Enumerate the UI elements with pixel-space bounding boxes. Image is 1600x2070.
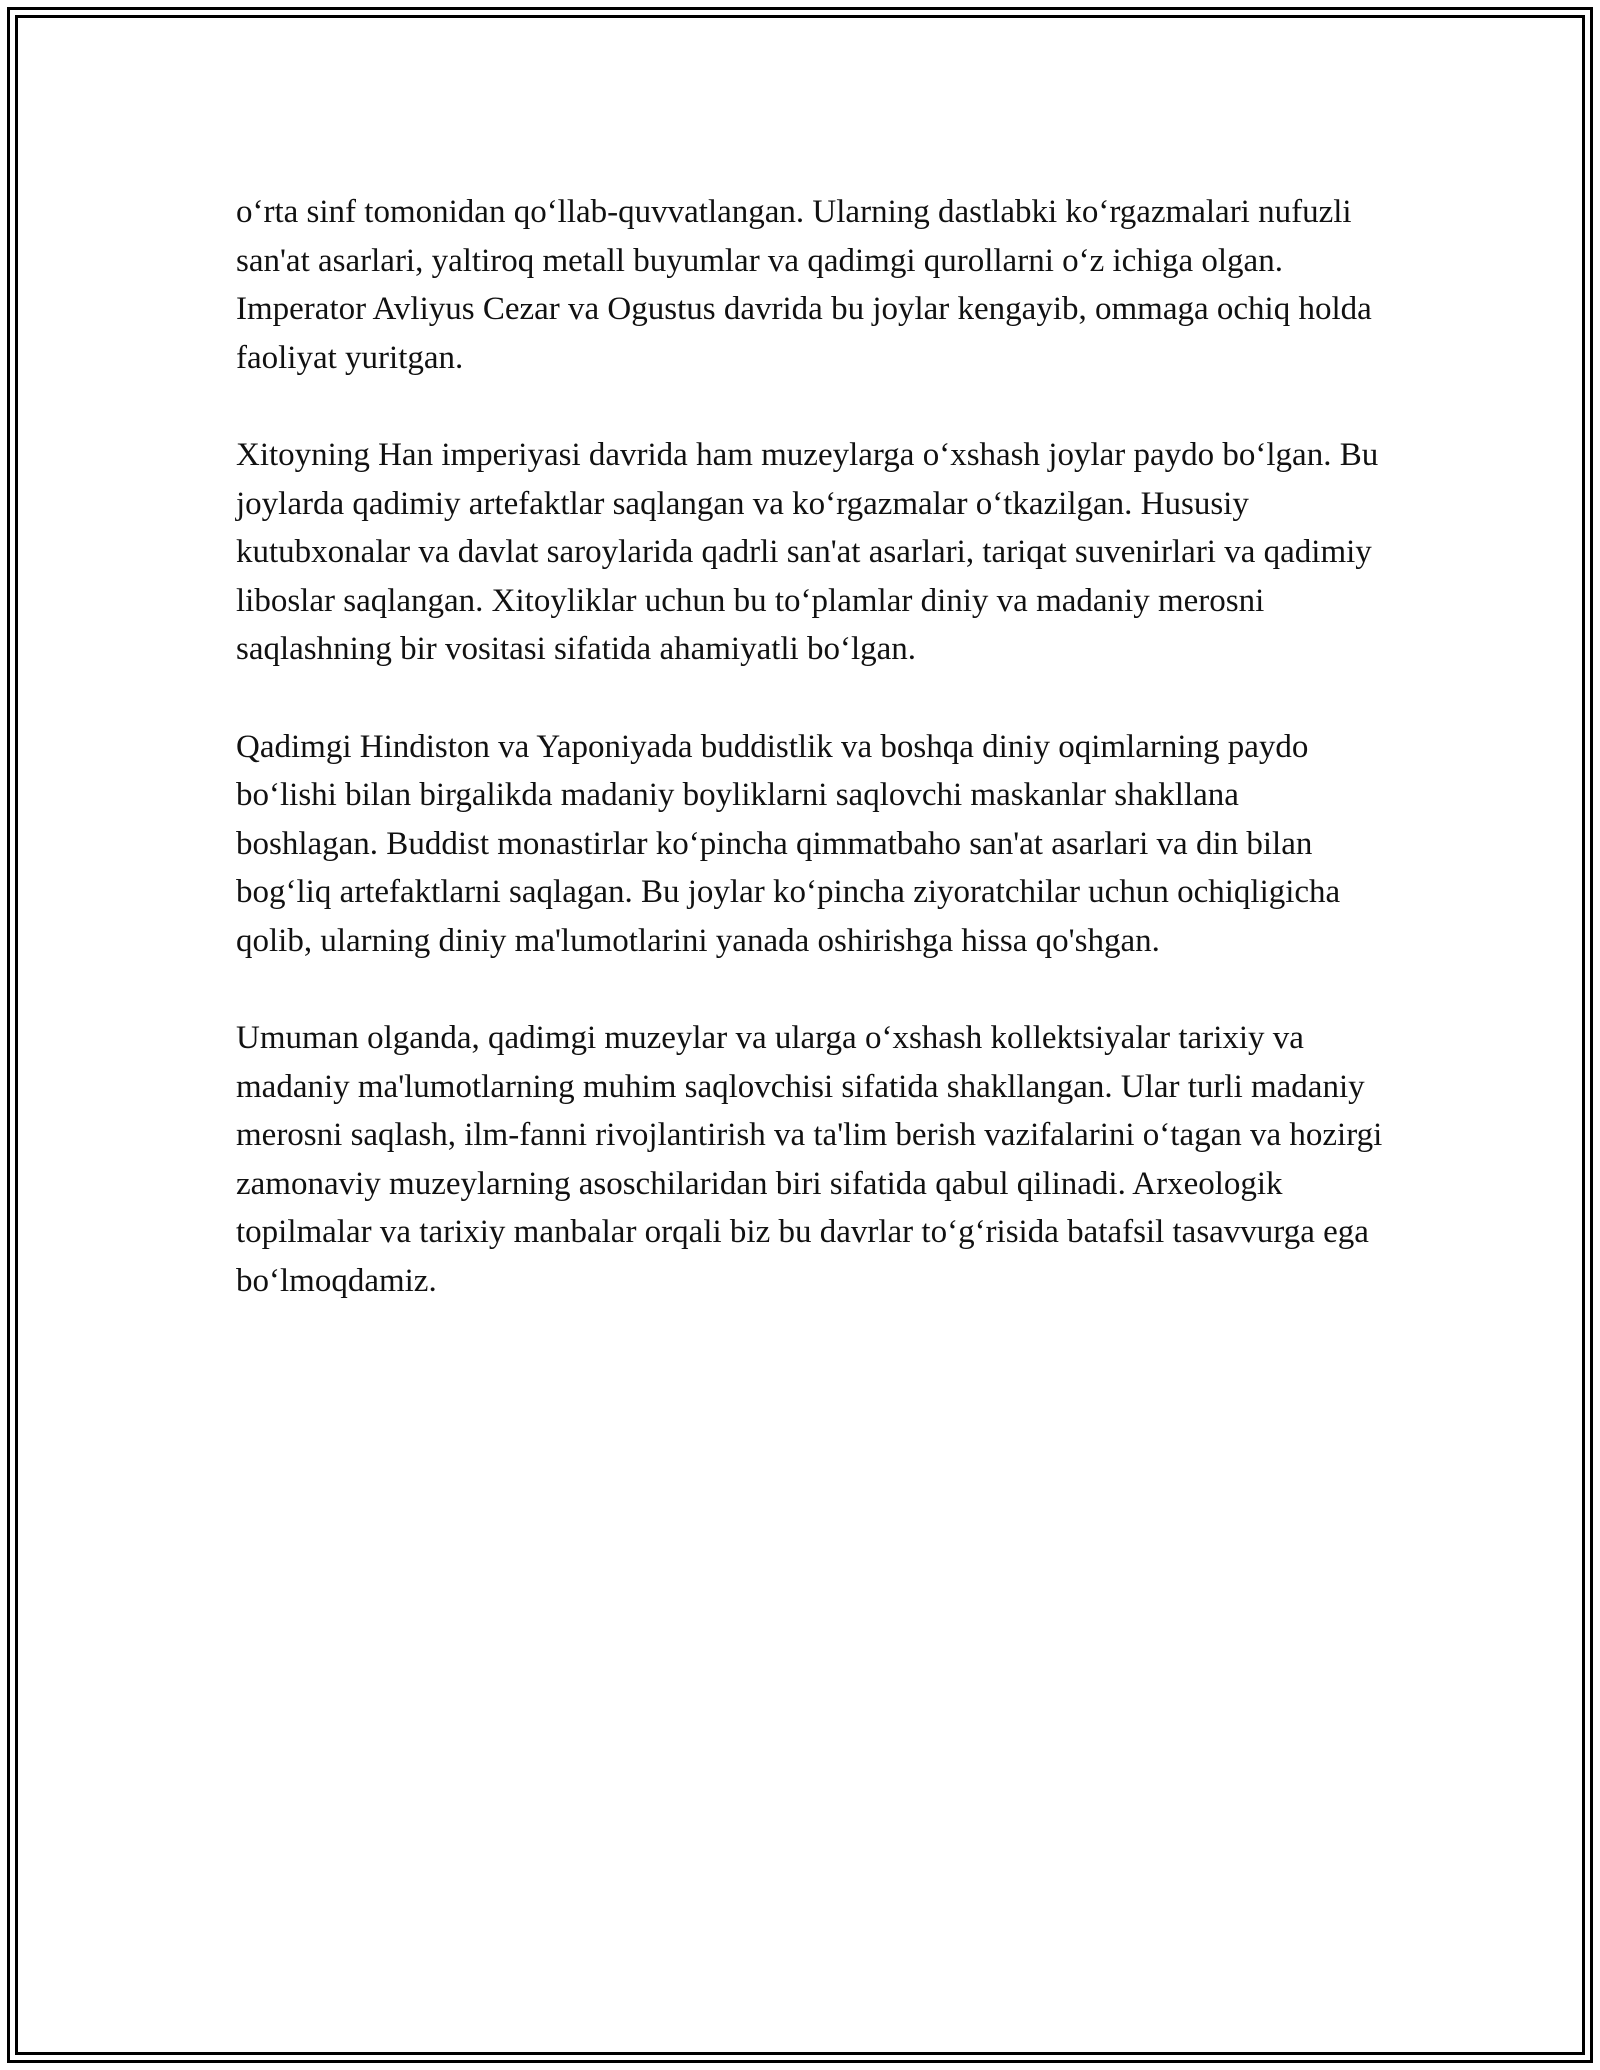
paragraph-1: o‘rta sinf tomonidan qo‘llab-quvvatlangan. Ularning dastlabki ko‘rgazmalari nufuzli san'at asarlari, yaltiroq metall buyumlar va qadimgi qurollarni o‘z ichiga olgan. Imperator Avliyus Cezar va Ogustus davrida bu joylar kengayib, ommaga ochiq holda faoliyat yuritgan. [236, 194, 1372, 376]
paragraph-4: Umuman olganda, qadimgi muzeylar va ularga o‘xshash kollektsiyalar tarixiy va madaniy ma'lumotlarning muhim saqlovchisi sifatida shakllangan. Ular turli madaniy merosni saqlash, ilm-fanni rivojlantirish va ta'lim berish vazifalarini o‘tagan va hozirgi zamonaviy muzeylarning asoschilaridan biri sifatida qabul qilinadi. Arxeologik topilmalar va tarixiy manbalar orqali biz bu davrlar to‘g‘risida batafsil tasavvurga ega bo‘lmoqdamiz. [236, 1020, 1383, 1300]
paragraph-3: Qadimgi Hindiston va Yaponiyada buddistlik va boshqa diniy oqimlarning paydo bo‘lishi bilan birgalikda madaniy boyliklarni saqlovchi maskanlar shakllana boshlagan. Buddist monastirlar ko‘pincha qimmatbaho san'at asarlari va din bilan bog‘liq artefaktlarni saqlagan. Bu joylar ko‘pincha ziyoratchilar uchun ochiqligicha qolib, ularning diniy ma'lumotlarini yanada oshirishga hissa qo'shgan. [236, 728, 1341, 959]
paragraph-2: Xitoyning Han imperiyasi davrida ham muzeylarga o‘xshash joylar paydo bo‘lgan. Bu joylarda qadimiy artefaktlar saqlangan va ko‘rgazmalar o‘tkazilgan. Hususiy kutubxonalar va davlat saroylarida qadrli san'at asarlari, tariqat suvenirlari va qadimiy liboslar saqlangan. Xitoyliklar uchun bu to‘plamlar diniy va madaniy merosni saqlashning bir vositasi sifatida ahamiyatli bo‘lgan. [236, 436, 1379, 668]
document-body [236, 188, 1386, 1354]
